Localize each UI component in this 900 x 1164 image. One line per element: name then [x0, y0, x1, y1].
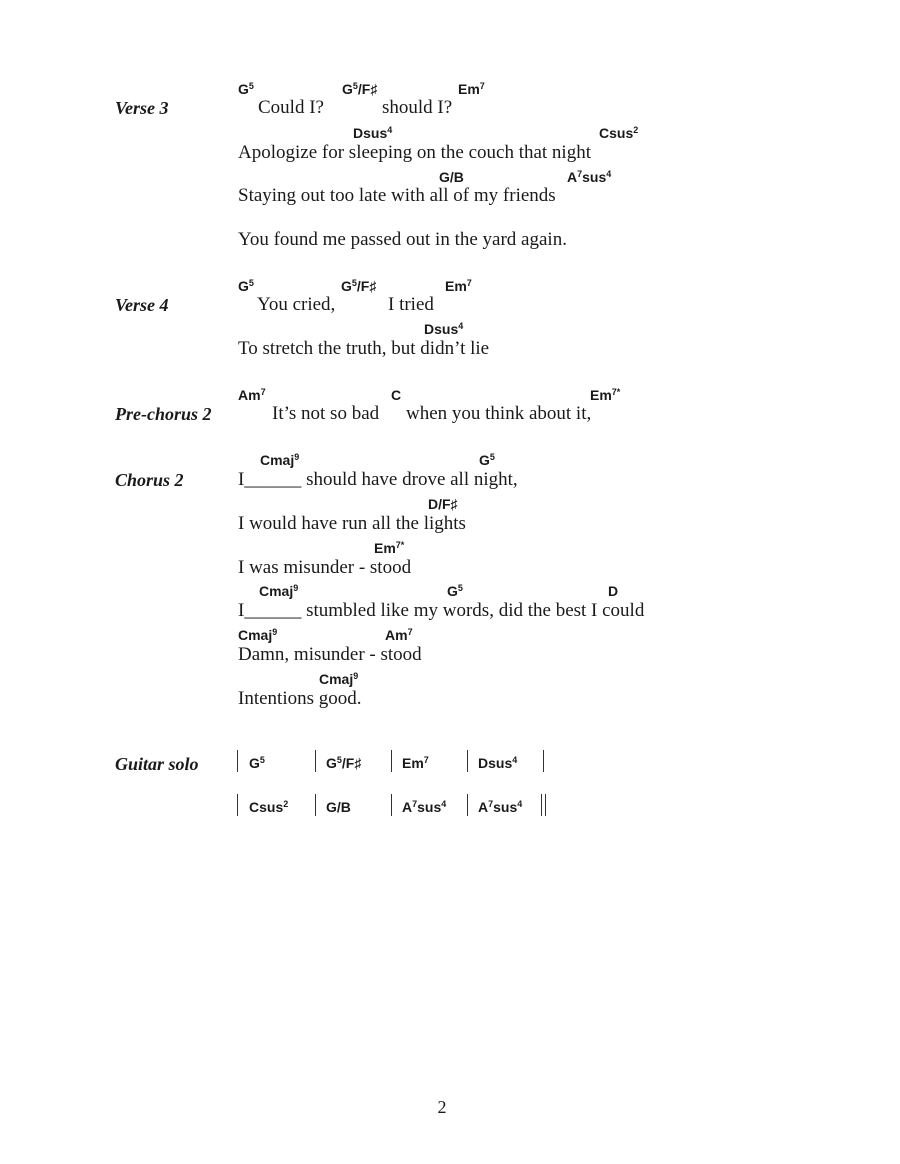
solo-chord: G/B	[326, 799, 351, 815]
chord: Cmaj$^9$	[260, 452, 300, 468]
chord: Csus$^2$	[599, 125, 639, 141]
lyric-line: I tried	[388, 294, 434, 315]
solo-chord: Em$^7$	[402, 755, 429, 771]
lyric-line: You cried,	[257, 294, 336, 315]
solo-chord: $G^5/F♯$	[326, 755, 362, 771]
section-label-verse-4: Verse 4	[115, 295, 169, 315]
chord: Dsus$^4$	[353, 125, 393, 141]
chord: D/F♯	[428, 496, 458, 512]
chord: $Em^{7*}$	[590, 387, 621, 403]
chord: $Em^{7*}$	[374, 540, 405, 556]
bar-line	[315, 794, 316, 816]
lyric-line: I______ should have drove all night,	[238, 469, 518, 490]
chord: $A^7sus^4$	[567, 169, 612, 185]
solo-chord: $G^5$	[249, 755, 265, 771]
chord: Em$^7$	[458, 81, 485, 97]
lyric-line: I would have run all the lights	[238, 513, 466, 534]
lyric-line: Apologize for sleeping on the couch that night	[238, 142, 591, 163]
lyric-line: when you think about it,	[406, 403, 592, 424]
bar-line	[543, 750, 544, 772]
chord: $G^5$	[479, 452, 495, 468]
solo-chord: Dsus$^4$	[478, 755, 518, 771]
solo-chord: $A^7sus^4$	[478, 799, 523, 815]
bar-line	[467, 750, 468, 772]
lyric-line: It’s not so bad	[272, 403, 380, 424]
chord: $G^5$	[238, 81, 254, 97]
chord: $G^5/F♯$	[341, 278, 377, 294]
lyric-line: Intentions good.	[238, 688, 362, 709]
chord: Cmaj$^9$	[259, 583, 299, 599]
section-label-chorus-2: Chorus 2	[115, 470, 184, 490]
bar-line	[391, 750, 392, 772]
chord: G/B	[439, 169, 464, 185]
lyric-line: To stretch the truth, but didn’t lie	[238, 338, 490, 359]
section-label-verse-3: Verse 3	[115, 98, 169, 118]
bar-line	[391, 794, 392, 816]
bar-line	[315, 750, 316, 772]
chord: $G^5$	[238, 278, 254, 294]
section-label-pre-chorus-2: Pre-chorus 2	[115, 404, 212, 424]
chord: Am$^7$	[385, 627, 413, 643]
chord: C	[391, 387, 402, 403]
bar-line	[237, 750, 238, 772]
bar-line	[467, 794, 468, 816]
chord: $G^5$	[447, 583, 463, 599]
section-label-guitar-solo: Guitar solo	[115, 754, 199, 774]
solo-chord: Csus$^2$	[249, 799, 289, 815]
page-number: 2	[437, 1097, 447, 1117]
final-bar-line	[541, 794, 546, 816]
lyric-line: You found me passed out in the yard again.	[238, 229, 567, 250]
lyric-line: Staying out too late with all of my friends	[238, 185, 556, 206]
lyric-line: I______ stumbled like my words, did the best I could	[238, 600, 645, 621]
solo-chord: $A^7sus^4$	[402, 799, 447, 815]
bar-line	[237, 794, 238, 816]
lyric-line: Damn, misunder - stood	[238, 644, 422, 665]
lyric-line: should I?	[382, 97, 453, 118]
chord: Am$^7$	[238, 387, 266, 403]
lyric-line: Could I?	[258, 97, 324, 118]
chord: Cmaj$^9$	[319, 671, 359, 687]
chord: $G^5/F♯$	[342, 81, 378, 97]
lyric-line: I was misunder - stood	[238, 557, 412, 578]
chord: Dsus$^4$	[424, 321, 464, 337]
chord: Em$^7$	[445, 278, 472, 294]
chord: Cmaj$^9$	[238, 627, 278, 643]
chord: D	[608, 583, 619, 599]
